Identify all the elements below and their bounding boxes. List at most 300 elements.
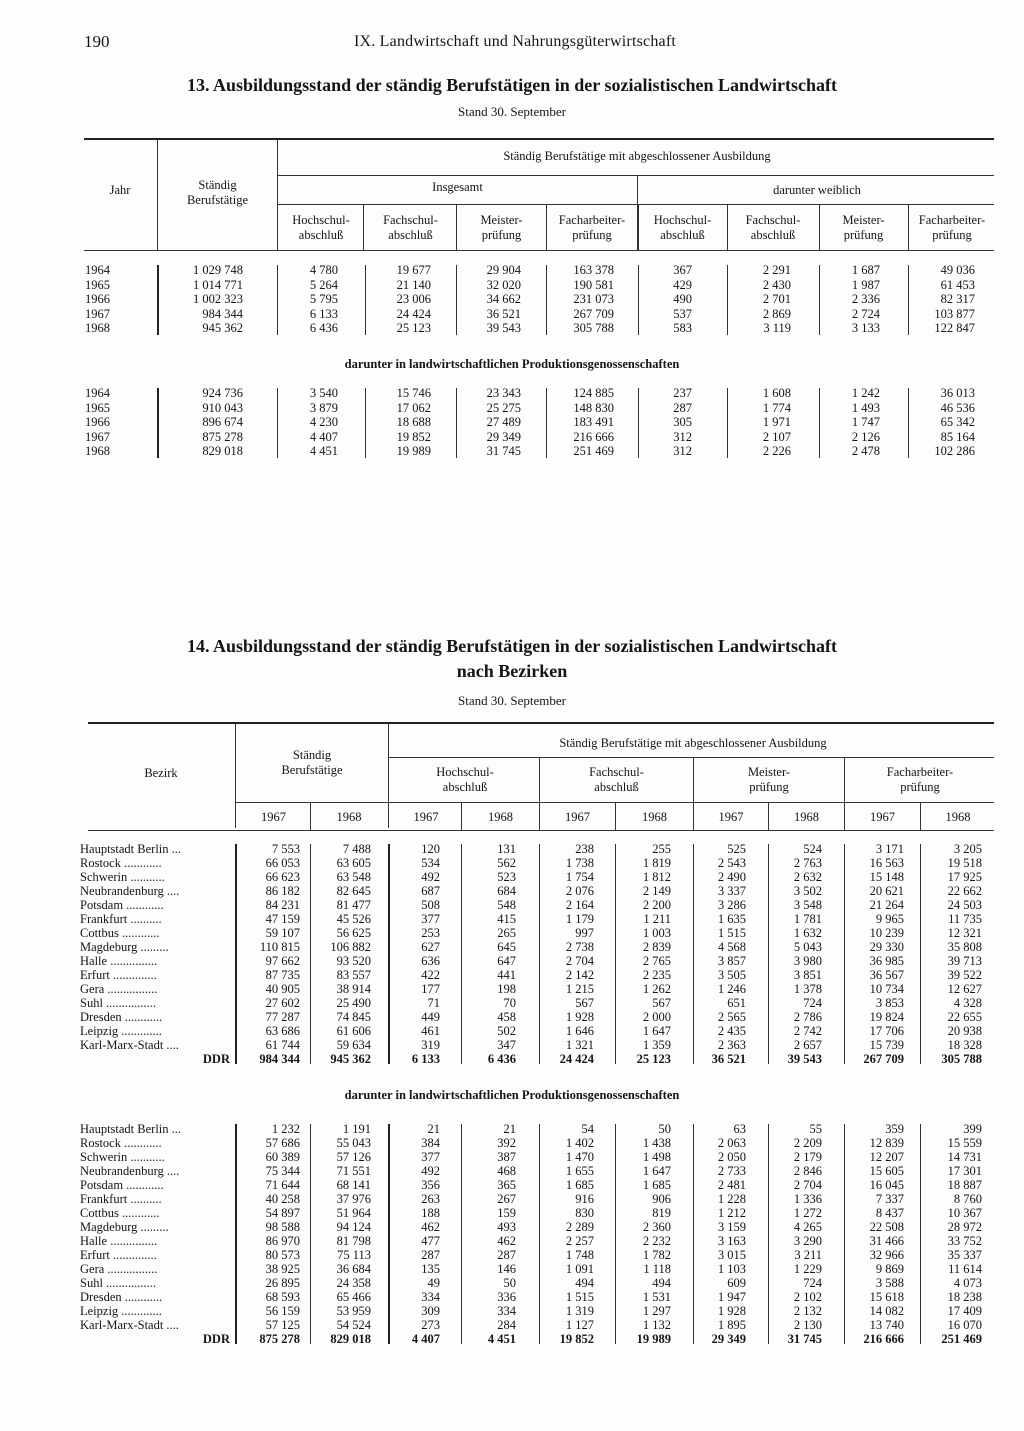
table-cell: 1 493: [851, 400, 880, 415]
table-cell: 36 684: [336, 1262, 371, 1276]
table-cell: 910 043: [202, 400, 243, 415]
table-cell: 18 238: [947, 1290, 982, 1304]
table-cell: 9 869: [875, 1262, 904, 1276]
column-divider: [693, 844, 694, 1064]
year-header: 1968: [336, 810, 362, 824]
table-cell: 392: [497, 1136, 516, 1150]
table-cell: 18 887: [947, 1178, 982, 1192]
table-cell: 59 634: [336, 1038, 371, 1052]
table-cell: 251 469: [941, 1332, 982, 1346]
table-cell: 27 602: [265, 996, 300, 1010]
table-cell: 1 297: [642, 1304, 671, 1318]
bezirk-label: Frankfurt ..........: [80, 1192, 162, 1206]
table-cell: 334: [421, 1290, 440, 1304]
table-cell: 38 914: [336, 982, 371, 996]
column-divider: [908, 205, 909, 250]
table-cell: 2 763: [793, 856, 822, 870]
table-cell: 2 657: [793, 1038, 822, 1052]
table-cell: 11 735: [948, 912, 982, 926]
table-cell: 74 845: [336, 1010, 371, 1024]
year-header: 1967: [718, 810, 744, 824]
table-cell: 567: [575, 996, 594, 1010]
table-cell: 131: [497, 842, 516, 856]
table-cell: 1 229: [793, 1262, 822, 1276]
table-cell: 3 119: [763, 321, 791, 335]
table-cell: 253: [421, 926, 440, 940]
table-cell: 273: [421, 1318, 440, 1332]
table-cell: 71: [427, 996, 440, 1010]
table-cell: 508: [421, 898, 440, 912]
table-cell: 146: [497, 1262, 516, 1276]
year-header: 1968: [794, 810, 819, 824]
table-cell: 1 928: [717, 1304, 746, 1318]
table-cell: 3 502: [793, 884, 822, 898]
table-cell: 347: [497, 1038, 516, 1052]
table-cell: 1 091: [565, 1262, 594, 1276]
table-cell: 34 662: [486, 292, 521, 306]
table-cell: 1 402: [565, 1136, 594, 1150]
table-cell: 28 972: [947, 1220, 982, 1234]
table-cell: 16 045: [869, 1178, 904, 1192]
table14-title-line1: 14. Ausbildungsstand der ständig Berufstätigen in der sozialistischen Landwirtschaft: [187, 636, 837, 656]
table-cell: 1 646: [565, 1024, 594, 1038]
table-cell: 1 029 748: [193, 263, 243, 277]
table-cell: 82 317: [940, 292, 975, 306]
table-cell: 461: [421, 1024, 440, 1038]
column-divider: [908, 388, 909, 458]
year-label: 1964: [85, 263, 110, 277]
table-cell: 377: [421, 1150, 440, 1164]
table13-subheader: Fachschul- abschluß: [745, 213, 801, 242]
table14-group-header: Hochschul- abschluß: [436, 765, 494, 794]
table-cell: 875 278: [202, 429, 243, 444]
table-cell: 7 337: [875, 1192, 904, 1206]
column-divider: [365, 265, 366, 335]
bezirk-label: Suhl ................: [80, 996, 157, 1010]
year-label: 1965: [85, 277, 110, 292]
column-divider: [727, 205, 728, 250]
column-divider: [539, 1124, 540, 1344]
table13-subheader: Meister- prüfung: [480, 213, 523, 242]
table-cell: 2 704: [565, 954, 594, 968]
table14-top-rule: [88, 722, 994, 724]
table-cell: 53 959: [336, 1304, 371, 1318]
column-divider: [461, 803, 462, 830]
table-cell: 1 378: [793, 982, 822, 996]
table-cell: 1 132: [642, 1318, 671, 1332]
table-cell: 287: [673, 400, 692, 415]
table-cell: 1 515: [717, 926, 746, 940]
table-cell: 49 036: [940, 263, 975, 277]
table-cell: 2 126: [851, 429, 880, 444]
table-cell: 15 148: [869, 870, 904, 884]
table-cell: 2 226: [762, 444, 791, 458]
table-cell: 66 053: [265, 856, 300, 870]
table-cell: 524: [803, 842, 822, 856]
year-header: 1968: [642, 810, 667, 824]
table-cell: 1 632: [793, 926, 822, 940]
table-cell: 2 291: [762, 263, 791, 277]
table-cell: 17 925: [947, 870, 982, 884]
table-cell: 68 593: [265, 1290, 300, 1304]
table-cell: 17 706: [869, 1024, 904, 1038]
table-cell: 148 830: [573, 400, 614, 415]
table-cell: 819: [652, 1206, 671, 1220]
column-divider: [844, 758, 845, 830]
table-cell: 2 765: [642, 954, 671, 968]
table-cell: 65 342: [940, 415, 975, 429]
column-divider: [819, 388, 820, 458]
year-header: 1968: [945, 810, 971, 824]
table-cell: 82 645: [336, 884, 371, 898]
column-divider: [546, 388, 547, 458]
table-cell: 319: [421, 1038, 440, 1052]
table13-header-rule: [278, 204, 994, 205]
table-cell: 422: [421, 968, 440, 982]
year-label: 1968: [85, 321, 110, 335]
table-cell: 110 815: [259, 940, 300, 954]
table-cell: 399: [963, 1122, 982, 1136]
table-cell: 47 159: [265, 912, 300, 926]
table-cell: 334: [497, 1304, 516, 1318]
table-cell: 32 966: [869, 1248, 904, 1262]
table-cell: 562: [497, 856, 516, 870]
table-cell: 1 754: [565, 870, 594, 884]
table-cell: 4 265: [793, 1220, 822, 1234]
table-cell: 54 897: [265, 1206, 300, 1220]
table-cell: 40 258: [265, 1192, 300, 1206]
table-cell: 56 159: [265, 1304, 300, 1318]
table-cell: 71 644: [265, 1178, 300, 1192]
table-cell: 1 895: [717, 1318, 746, 1332]
bezirk-label: Magdeburg .........: [80, 940, 169, 954]
table-cell: 29 330: [869, 940, 904, 954]
table-cell: 724: [803, 996, 822, 1010]
table-cell: 29 349: [486, 429, 521, 444]
table-cell: 3 505: [717, 968, 746, 982]
year-label: 1964: [85, 386, 110, 400]
table-cell: 198: [497, 982, 516, 996]
column-divider: [768, 1124, 769, 1344]
table-cell: 86 182: [265, 884, 300, 898]
column-divider: [310, 1124, 311, 1344]
table-cell: 1 191: [342, 1122, 371, 1136]
table-cell: 429: [673, 277, 692, 292]
table-cell: 267: [497, 1192, 516, 1206]
column-divider: [235, 844, 237, 1064]
table-cell: 17 409: [947, 1304, 982, 1318]
table-cell: 27 489: [486, 415, 521, 429]
table-cell: 724: [803, 1276, 822, 1290]
table-cell: 29 349: [711, 1332, 746, 1346]
table-cell: 1 498: [642, 1150, 671, 1164]
table-cell: 2 435: [717, 1024, 746, 1038]
table-cell: 54: [581, 1122, 594, 1136]
table-cell: 61 606: [336, 1024, 371, 1038]
table-cell: 22 662: [947, 884, 982, 898]
table-cell: 50: [503, 1276, 516, 1290]
table-cell: 81 798: [336, 1234, 371, 1248]
table-cell: 4 230: [309, 415, 338, 429]
table-cell: 945 362: [202, 321, 243, 335]
table13-group-header: Ständig Berufstätige mit abgeschlossener Ausbildung: [503, 149, 771, 163]
table-cell: 6 133: [411, 1052, 440, 1066]
bezirk-label: Dresden ............: [80, 1290, 163, 1304]
table-cell: 1 262: [642, 982, 671, 996]
table-cell: 896 674: [202, 415, 243, 429]
table-cell: 3 290: [793, 1234, 822, 1248]
table-cell: 36 521: [486, 306, 521, 321]
table-cell: 1 819: [642, 856, 671, 870]
year-header: 1967: [565, 810, 590, 824]
table-cell: 1 685: [565, 1178, 594, 1192]
table-cell: 1 242: [851, 386, 880, 400]
bezirk-label: Dresden ............: [80, 1010, 163, 1024]
table-cell: 687: [421, 884, 440, 898]
table-cell: 997: [575, 926, 594, 940]
table14-stand: Stand 30. September: [458, 693, 566, 708]
table-cell: 2 846: [793, 1164, 822, 1178]
table-cell: 1 336: [793, 1192, 822, 1206]
table-cell: 984 344: [259, 1052, 300, 1066]
table-cell: 1 246: [717, 982, 746, 996]
table-cell: 309: [421, 1304, 440, 1318]
table-cell: 21: [503, 1122, 516, 1136]
column-divider: [844, 1124, 845, 1344]
table-cell: 336: [497, 1290, 516, 1304]
table-cell: 305: [673, 415, 692, 429]
table-cell: 2 132: [793, 1304, 822, 1318]
year-header: 1968: [488, 810, 513, 824]
bezirk-label: Neubrandenburg ....: [80, 884, 180, 898]
table-cell: 2 478: [851, 444, 880, 458]
table-cell: 359: [885, 1122, 904, 1136]
table-cell: 36 567: [869, 968, 904, 982]
table-cell: 20 621: [869, 884, 904, 898]
table-cell: 163 378: [573, 263, 614, 277]
table-cell: 4 407: [309, 429, 338, 444]
table-cell: 492: [421, 1164, 440, 1178]
total-label: DDR: [202, 1332, 230, 1346]
table-cell: 3 205: [953, 842, 982, 856]
table-cell: 57 126: [336, 1150, 371, 1164]
table-cell: 548: [497, 898, 516, 912]
table-cell: 365: [497, 1178, 516, 1192]
table-cell: 906: [652, 1192, 671, 1206]
table-cell: 415: [497, 912, 516, 926]
table-cell: 1 272: [793, 1206, 822, 1220]
table-cell: 1 647: [642, 1024, 671, 1038]
table-cell: 523: [497, 870, 516, 884]
column-divider: [546, 205, 547, 250]
column-divider: [693, 1124, 694, 1344]
table-cell: 468: [497, 1164, 516, 1178]
table-cell: 462: [421, 1220, 440, 1234]
table-cell: 86 970: [265, 1234, 300, 1248]
column-divider: [920, 1124, 921, 1344]
table-cell: 120: [421, 842, 440, 856]
table-cell: 45 526: [336, 912, 371, 926]
table-cell: 1 179: [565, 912, 594, 926]
table-cell: 494: [575, 1276, 594, 1290]
year-label: 1967: [85, 306, 110, 321]
table-cell: 1 687: [851, 263, 880, 277]
bezirk-label: Rostock ............: [80, 1136, 162, 1150]
column-divider: [365, 388, 366, 458]
column-divider: [615, 803, 616, 830]
table-cell: 63 548: [336, 870, 371, 884]
table-cell: 2 869: [762, 306, 791, 321]
table-cell: 1 928: [565, 1010, 594, 1024]
table-cell: 102 286: [934, 444, 975, 458]
column-divider: [456, 388, 457, 458]
column-divider: [456, 265, 457, 335]
column-divider: [456, 205, 457, 250]
table-cell: 24 424: [559, 1052, 594, 1066]
table-cell: 1 738: [565, 856, 594, 870]
table-cell: 1 781: [793, 912, 822, 926]
table-cell: 4 451: [487, 1332, 516, 1346]
table-cell: 647: [497, 954, 516, 968]
table-cell: 75 344: [265, 1164, 300, 1178]
table-cell: 39 522: [947, 968, 982, 982]
table-cell: 367: [673, 263, 692, 277]
table-cell: 387: [497, 1150, 516, 1164]
table-cell: 490: [673, 292, 692, 306]
table-cell: 2 142: [565, 968, 594, 982]
table14-header-rule: [389, 757, 994, 758]
table-cell: 924 736: [202, 386, 243, 400]
table-cell: 10 239: [869, 926, 904, 940]
table-cell: 237: [673, 386, 692, 400]
table-cell: 32 020: [486, 277, 521, 292]
table-cell: 50: [658, 1122, 671, 1136]
table-cell: 462: [497, 1234, 516, 1248]
table-cell: 2 632: [793, 870, 822, 884]
table-cell: 534: [421, 856, 440, 870]
table-cell: 59 107: [265, 926, 300, 940]
table-cell: 12 627: [947, 982, 982, 996]
table-cell: 1 321: [565, 1038, 594, 1052]
table-cell: 51 964: [336, 1206, 371, 1220]
table-cell: 3 588: [875, 1276, 904, 1290]
table-cell: 2 543: [717, 856, 746, 870]
table-cell: 3 211: [794, 1248, 822, 1262]
column-divider: [539, 844, 540, 1064]
table-cell: 2 786: [793, 1010, 822, 1024]
table-cell: 502: [497, 1024, 516, 1038]
table-cell: 61 453: [940, 277, 975, 292]
table-cell: 2 209: [793, 1136, 822, 1150]
table-cell: 829 018: [202, 444, 243, 458]
year-label: 1966: [85, 292, 110, 306]
column-divider: [363, 205, 364, 250]
table-cell: 651: [727, 996, 746, 1010]
table-cell: 17 062: [396, 400, 431, 415]
table-cell: 2 000: [642, 1010, 671, 1024]
table-cell: 263: [421, 1192, 440, 1206]
table-cell: 21: [427, 1122, 440, 1136]
table-cell: 2 430: [762, 277, 791, 292]
table-cell: 98 588: [265, 1220, 300, 1234]
table-cell: 2 363: [717, 1038, 746, 1052]
table13-top-rule: [84, 138, 994, 140]
bezirk-label: Gera ................: [80, 982, 158, 996]
table14-header-bottom-rule: [88, 830, 994, 831]
table-cell: 2 704: [793, 1178, 822, 1192]
table-cell: 377: [421, 912, 440, 926]
table13-stand: Stand 30. September: [458, 104, 566, 119]
table-cell: 636: [421, 954, 440, 968]
table-cell: 37 976: [336, 1192, 371, 1206]
table13-subheader: Hochschul- abschluß: [653, 213, 712, 242]
table-cell: 70: [503, 996, 516, 1010]
table-cell: 8 437: [875, 1206, 904, 1220]
column-divider: [638, 388, 639, 458]
table-cell: 10 734: [869, 982, 904, 996]
table-cell: 14 082: [869, 1304, 904, 1318]
bezirk-label: Potsdam ............: [80, 1178, 164, 1192]
bezirk-label: Neubrandenburg ....: [80, 1164, 180, 1178]
table-cell: 267 709: [863, 1052, 904, 1066]
table-cell: 312: [673, 429, 692, 444]
table-cell: 57 125: [265, 1318, 300, 1332]
table-cell: 9 965: [875, 912, 904, 926]
table-cell: 16 563: [869, 856, 904, 870]
table-cell: 75 113: [337, 1248, 371, 1262]
table-cell: 20 938: [947, 1024, 982, 1038]
table-cell: 80 573: [265, 1248, 300, 1262]
table-cell: 106 882: [330, 940, 371, 954]
table-cell: 2 232: [642, 1234, 671, 1248]
bezirk-label: Leipzig .............: [80, 1024, 162, 1038]
bezirk-label: Hauptstadt Berlin ...: [80, 842, 182, 856]
table-cell: 1 685: [642, 1178, 671, 1192]
column-divider: [310, 803, 311, 830]
table-cell: 4 073: [953, 1276, 982, 1290]
bezirk-label: Karl-Marx-Stadt ....: [80, 1318, 179, 1332]
table-cell: 87 735: [265, 968, 300, 982]
table-cell: 231 073: [573, 292, 614, 306]
table-cell: 5 264: [309, 277, 338, 292]
table-cell: 2 076: [565, 884, 594, 898]
table-cell: 3 548: [793, 898, 822, 912]
table-cell: 15 605: [869, 1164, 904, 1178]
table-cell: 5 795: [309, 292, 338, 306]
table-cell: 458: [497, 1010, 516, 1024]
table-cell: 24 358: [336, 1276, 371, 1290]
table13-header-rule: [278, 175, 994, 176]
column-divider: [277, 265, 278, 335]
table-cell: 2 481: [717, 1178, 746, 1192]
table-cell: 35 337: [947, 1248, 982, 1262]
column-divider: [727, 388, 728, 458]
table-cell: 19 852: [559, 1332, 594, 1346]
table-cell: 916: [575, 1192, 594, 1206]
table-cell: 1 215: [565, 982, 594, 996]
table-cell: 159: [497, 1206, 516, 1220]
table-cell: 3 171: [875, 842, 904, 856]
table-cell: 2 738: [565, 940, 594, 954]
table-cell: 4 568: [717, 940, 746, 954]
table-cell: 85 164: [940, 429, 975, 444]
table-cell: 2 565: [717, 1010, 746, 1024]
bezirk-label: Erfurt ..............: [80, 1248, 157, 1262]
table13-title: 13. Ausbildungsstand der ständig Berufstätigen in der sozialistischen Landwirtschaft: [187, 75, 837, 95]
table-cell: 4 407: [411, 1332, 440, 1346]
table13-divider: [157, 140, 158, 250]
table-cell: 2 742: [793, 1024, 822, 1038]
